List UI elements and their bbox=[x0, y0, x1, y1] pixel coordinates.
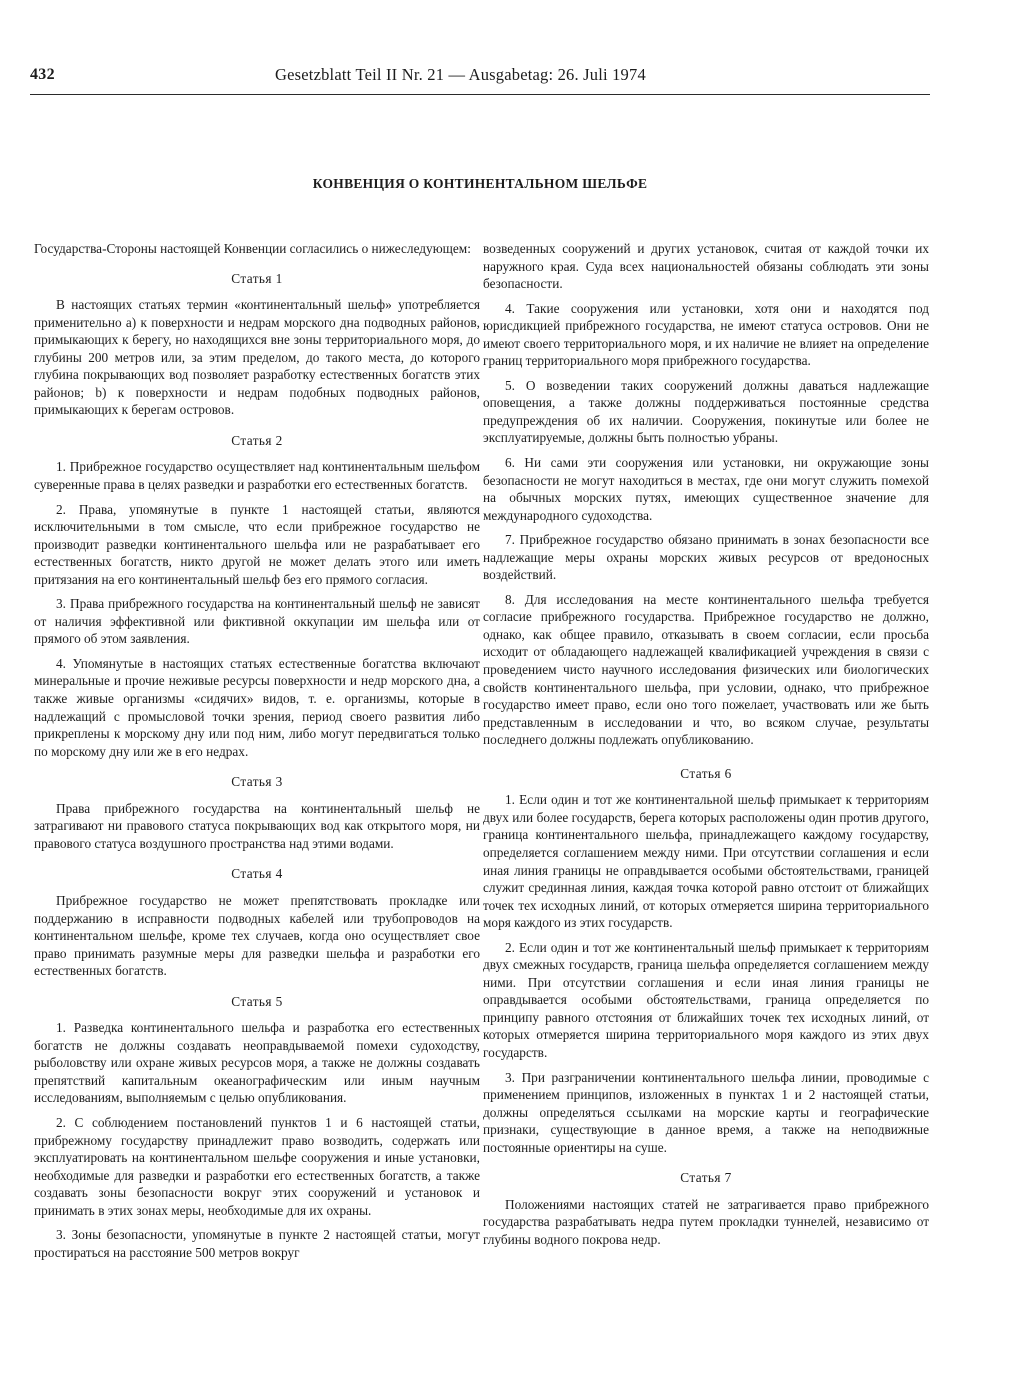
article-2-heading: Статья 2 bbox=[231, 432, 283, 448]
page-number: 432 bbox=[30, 66, 55, 83]
left-column bbox=[34, 240, 480, 1268]
article-1-heading: Статья 1 bbox=[231, 270, 283, 286]
article-4-paragraph: Прибрежное государство не может препятствовать прокладке или поддержанию в исправности подводных кабелей или трубопроводов на континентальном шельфе, кроме тех случаев, когда оно осуществляет свое право принимать разумные меры для разведки шельфа и разработки его естественных богатств. bbox=[34, 892, 480, 979]
article-5-heading: Статья 5 bbox=[231, 993, 283, 1009]
header-rule bbox=[30, 94, 930, 95]
article-6-paragraph-2: 2. Если один и тот же континентальный шельф примыкает к территориям двух смежных государств, граница шельфа определяется соглашением между ними. При отсутствии соглашения и если иная линия границы не оправдывается особыми обстоятельствами, граница определяется по принципу равного отстояния от ближайших точек тех исходных линий, от которых отмеряется ширина территориального моря каждого из этих двух государств. bbox=[483, 939, 929, 1060]
article-5-paragraph-3-start: 3. Зоны безопасности, упомянутые в пункте 2 настоящей статьи, могут простираться на расстояние 500 метров вокруг bbox=[34, 1227, 480, 1260]
article-7-heading: Статья 7 bbox=[680, 1170, 732, 1186]
article-2-paragraph-1: 1. Прибрежное государство осуществляет над континентальным шельфом суверенные права в целях разведки и разработки его естественных богатств. bbox=[34, 459, 480, 493]
article-3-paragraph: Права прибрежного государства на континентальный шельф не затрагивают ни правового статуса покрывающих вод как открытого моря, ни правового статуса воздушного пространства над этими водами. bbox=[34, 800, 480, 851]
article-5-paragraph-2: 2. С соблюдением постановлений пунктов 1 и 6 настоящей статьи, прибрежному государству принадлежит право возводить, содержать или эксплуатировать на континентальном шельфе сооружения и иные установки, необходимые для разведки и разработки его естественных богатств, а также создавать зоны безопасности вокруг этих сооружений и установок и принимать в этих зонах меры, необходимые для их охраны. bbox=[34, 1114, 480, 1218]
article-1-paragraph: В настоящих статьях термин «континентальный шельф» употребляется применительно а) к поверхности и недрам морского дна подводных районов, примыкающих к берегу, но находящихся вне зоны территориального моря, до глубины 200 метров или, за этим пределом, до такого места, до которого глубина покрывающих вод позволяет разработку естественных богатств этих районов; b) к поверхности и недрам подобных подводных районов, примыкающих к берегам островов. bbox=[34, 297, 480, 418]
article-2-paragraph-4: 4. Упомянутые в настоящих статьях естественные богатства включают минеральные и прочие неживые ресурсы поверхности и недр морского дна, а также живые организмы «сидячих» видов, т. е. организмы, которые в надлежащий с промысловой точки зрения, период своего развития либо прикреплены к морскому дну или под ним, либо могут передвигаться только по морскому дну или же в его недрах. bbox=[34, 655, 480, 759]
article-5-paragraph-3-continued: возведенных сооружений и других установок, считая от каждой точки их наружного края. Суда всех национальностей обязаны соблюдать эти зоны безопасности. bbox=[483, 241, 929, 292]
article-6-paragraph-3: 3. При разграничении континентального шельфа линии, проводимые с применением принципов, изложенных в пунктах 1 и 2 настоящей статьи, должны определяться ссылками на морские карты и географические признаки, существующие в данное время, а также на неподвижные постоянные ориентиры на суше. bbox=[483, 1069, 929, 1155]
article-5-paragraph-6: 6. Ни сами эти сооружения или установки, ни окружающие зоны безопасности не могут находиться в местах, где они могут служить помехой на обычных морских путях, имеющих существенное значение для международного судоходства. bbox=[483, 455, 929, 523]
article-2-paragraph-2: 2. Права, упомянутые в пункте 1 настоящей статьи, являются исключительными в том смысле, что если прибрежное государство не производит разведки континентального шельфа или не разрабатывает его естественных богатств, никто другой не может делать этого или иметь притязания на его континентальный шельф без его прямого согласия. bbox=[34, 501, 480, 587]
article-2-paragraph-3: 3. Права прибрежного государства на континентальный шельф не зависят от наличия эффективной или фиктивной оккупации им шельфа или от прямого об этом заявления. bbox=[34, 596, 480, 647]
document-title: КОНВЕНЦИЯ О КОНТИНЕНТАЛЬНОМ ШЕЛЬФЕ bbox=[312, 176, 648, 191]
article-6-heading: Статья 6 bbox=[680, 765, 732, 781]
article-5-paragraph-4: 4. Такие сооружения или установки, хотя они и находятся под юрисдикцией прибрежного государства, не имеют статуса островов. Они не имеют своего территориального моря, и их наличие не влияет на определение границ территориального моря прибрежного государства. bbox=[483, 300, 929, 369]
article-5-paragraph-7: 7. Прибрежное государство обязано принимать в зонах безопасности все надлежащие меры охраны морских живых ресурсов от вредоносных воздействий. bbox=[483, 532, 929, 583]
article-5-paragraph-5: 5. О возведении таких сооружений должны даваться надлежащие оповещения, а также должны поддерживаться постоянные средства предупреждения об их наличии. Сооружения, покинутые или более не эксплуатируемые, должны быть полностью убраны. bbox=[483, 377, 929, 446]
running-head: Gesetzblatt Teil II Nr. 21 — Ausgabetag: 26. Juli 1974 bbox=[275, 65, 646, 84]
article-5-paragraph-8: 8. Для исследования на месте континентального шельфа требуется согласие прибрежного государства. Прибрежное государство не должно, однако, как общее правило, отказывать в своем согласии, если просьба исходит от обладающего надлежащей квалификацией учреждения в связи с проведением чисто научного исследования физических или биологических свойств континентального шельфа, при условии, однако, что прибрежное государство имеет право, если оно того пожелает, участвовать или же быть представленным в исследовании и что, во всяком случае, результаты последнего должны подлежать опубликованию. bbox=[483, 591, 929, 748]
article-3-heading: Статья 3 bbox=[231, 774, 283, 790]
article-5-paragraph-1: 1. Разведка континентального шельфа и разработка его естественных богатств не должны создавать неоправдываемой помехи судоходству, рыболовству или охране живых ресурсов моря, а также не должны создавать препятствий капитальным океанографическим или иным научным исследованиям, выполняемым с целью опубликования. bbox=[34, 1020, 480, 1106]
preamble: Государства-Стороны настоящей Конвенции согласились о нижеследующем: bbox=[34, 241, 471, 256]
right-column bbox=[483, 240, 929, 1255]
article-7-paragraph: Положениями настоящих статей не затрагивается право прибрежного государства разрабатывать недра путем прокладки туннелей, независимо от глубины водного покрова недр. bbox=[483, 1196, 929, 1247]
article-4-heading: Статья 4 bbox=[231, 866, 283, 882]
article-6-paragraph-1: 1. Если один и тот же континентальной шельф примыкает к территориям двух или более государств, берега которых расположены один против другого, граница континентального шельфа, принадлежащего каждому государству, определяется соглашением между ними. При отсутствии соглашения и если иная линия границы не оправдывается особыми обстоятельствами, границей служит срединная линия, каждая точка которой равно отстоит от ближайщих точек тех исходных линий, от которых отмеряется ширина территориального моря каждого из этих государств. bbox=[483, 792, 929, 931]
